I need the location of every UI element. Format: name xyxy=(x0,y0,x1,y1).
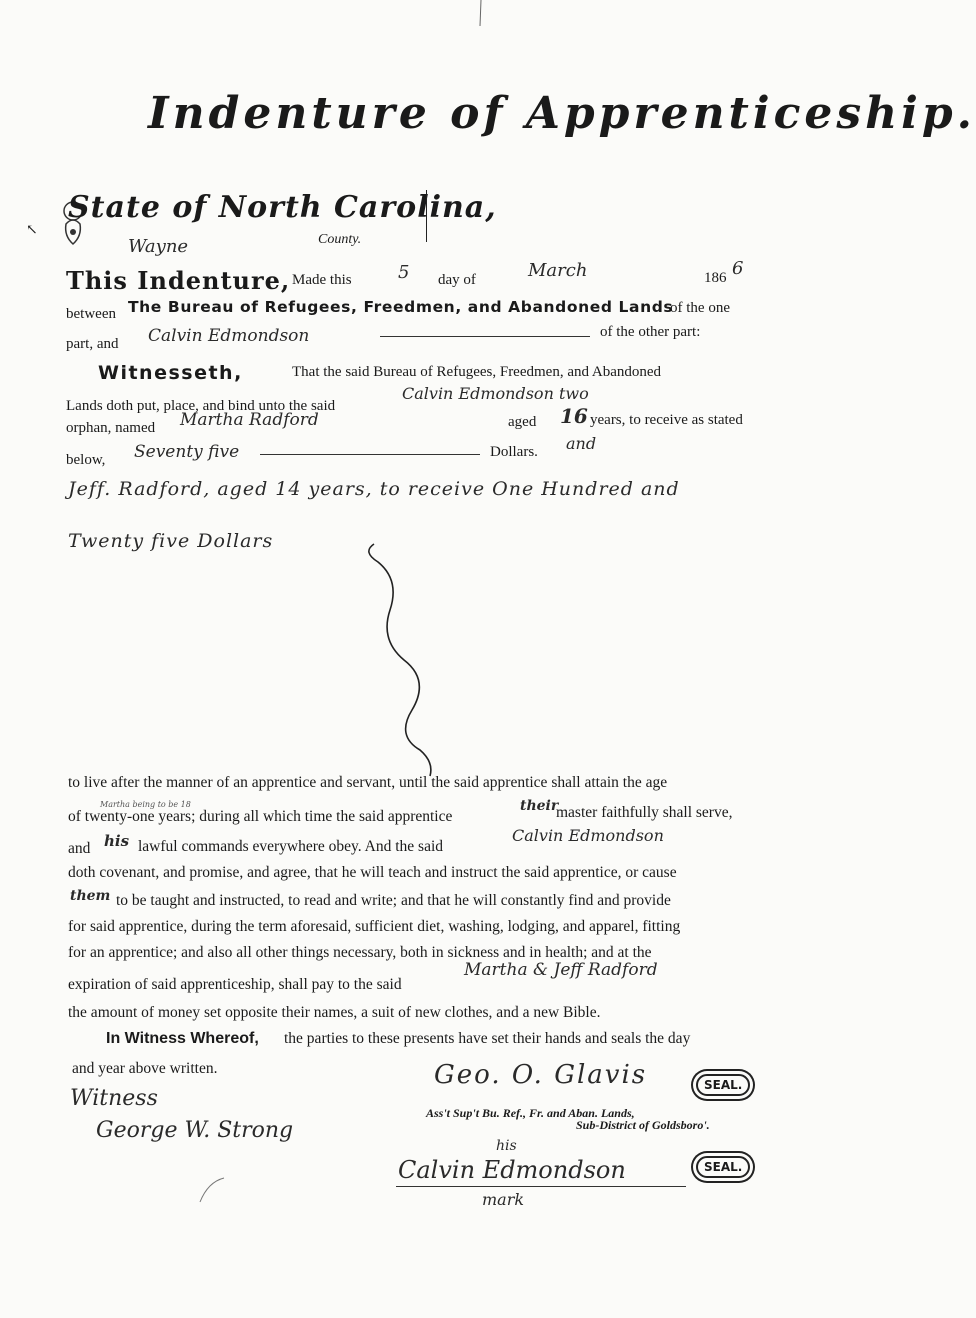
body-line-2b: master faithfully shall serve, xyxy=(556,804,733,821)
aged-text: aged xyxy=(508,414,537,430)
margin-note: Martha being to be 18 xyxy=(100,800,191,809)
master-signature: Calvin Edmondson xyxy=(398,1156,626,1184)
stray-mark xyxy=(196,1176,226,1211)
body-line-6: for said apprentice, during the term aforesaid, sufficient diet, washing, lodging, and apparel, fitting xyxy=(68,918,681,935)
payees-value: Martha & Jeff Radford xyxy=(464,960,658,980)
witness-whereof-lead: In Witness Whereof, xyxy=(106,1030,259,1047)
state-bracket xyxy=(426,190,427,242)
handwritten-line-1: Jeff. Radford, aged 14 years, to receive One Hundred and xyxy=(68,478,680,500)
body-line-9: the amount of money set opposite their names, a suit of new clothes, and a new Bible. xyxy=(68,1004,601,1021)
witness-name: George W. Strong xyxy=(96,1118,294,1143)
body-line-3b: lawful commands everywhere obey. And the said xyxy=(138,838,444,855)
of-the-one-text: of the one xyxy=(670,300,730,316)
pen-flourish xyxy=(360,540,450,785)
day-of-text: day of xyxy=(438,272,476,288)
signature-line xyxy=(396,1186,686,1187)
official-seal: SEAL. xyxy=(696,1074,750,1096)
document-title: Indenture of Apprenticeship. xyxy=(148,88,976,139)
year-value: 6 xyxy=(732,258,744,279)
below-text: below, xyxy=(66,452,106,468)
body-line-7: for an apprentice; and also all other things necessary, both in sickness and in health; and at the xyxy=(68,944,652,961)
witnesseth-text: That the said Bureau of Refugees, Freedmen, and Abandoned xyxy=(292,364,662,380)
margin-mark-icon: ↖ xyxy=(26,223,38,238)
part-and-text: part, and xyxy=(66,336,119,352)
body-line-3a: and xyxy=(68,840,91,857)
of-the-other-text: of the other part: xyxy=(600,324,701,340)
body-line-1: to live after the manner of an apprentice and servant, until the said apprentice shall attain the age xyxy=(68,774,668,791)
lands-put-place-text: Lands doth put, place, and bind unto the said xyxy=(66,398,336,414)
body-line-5: to be taught and instructed, to read and write; and that he will constantly find and provide xyxy=(116,892,671,909)
handwritten-line-2: Twenty five Dollars xyxy=(68,530,274,552)
bound-party-value: Calvin Edmondson two xyxy=(402,384,589,403)
amount-fill-line xyxy=(260,454,480,455)
and-value: and xyxy=(566,434,597,453)
body-line-8: expiration of said apprenticeship, shall pay to the said xyxy=(68,976,402,993)
official-title-2: Sub-District of Goldsboro'. xyxy=(576,1118,710,1132)
them-value: them xyxy=(70,888,111,904)
master-seal: SEAL. xyxy=(696,1156,750,1178)
years-receive-text: years, to receive as stated xyxy=(590,412,743,428)
top-stray-mark xyxy=(478,0,484,33)
body-line-4: doth covenant, and promise, and agree, that he will teach and instruct the said apprentice, or cause xyxy=(68,864,677,881)
official-signature: Geo. O. Glavis xyxy=(434,1060,648,1090)
dollars-text: Dollars. xyxy=(490,444,538,460)
mark-mark: mark xyxy=(482,1190,525,1209)
state-heading: State of North Carolina, xyxy=(68,190,497,225)
amount-value: Seventy five xyxy=(134,442,240,462)
month-value: March xyxy=(528,260,588,281)
between-text: between xyxy=(66,306,116,322)
age-value: 16 xyxy=(560,404,588,428)
body-line-2a: of twenty-one years; during all which time the said apprentice xyxy=(68,808,453,825)
bureau-name: The Bureau of Refugees, Freedmen, and Abandoned Lands xyxy=(128,298,674,316)
made-this-text: Made this xyxy=(292,272,352,288)
county-value: Wayne xyxy=(128,236,189,257)
indenture-lead: This Indenture, xyxy=(66,266,291,295)
county-label: County. xyxy=(318,232,362,247)
party-fill-line xyxy=(380,336,590,337)
day-value: 5 xyxy=(398,262,410,283)
witness-whereof-text: the parties to these presents have set their hands and seals the day xyxy=(284,1030,691,1047)
official-title-1: Ass't Sup't Bu. Ref., Fr. and Aban. Lands, xyxy=(426,1106,635,1120)
witness-whereof-text-2: and year above written. xyxy=(72,1060,218,1077)
year-prefix: 186 xyxy=(704,270,727,286)
witness-label: Witness xyxy=(70,1086,158,1111)
party-value: Calvin Edmondson xyxy=(148,326,310,346)
orphan-named-text: orphan, named xyxy=(66,420,156,436)
apprentice-name-value: Martha Radford xyxy=(180,410,319,430)
master-name-value: Calvin Edmondson xyxy=(512,826,664,845)
witnesseth-lead: Witnesseth, xyxy=(98,362,243,384)
mark-his: his xyxy=(496,1138,517,1154)
his-value: his xyxy=(104,832,130,850)
their-value: their xyxy=(520,798,559,814)
